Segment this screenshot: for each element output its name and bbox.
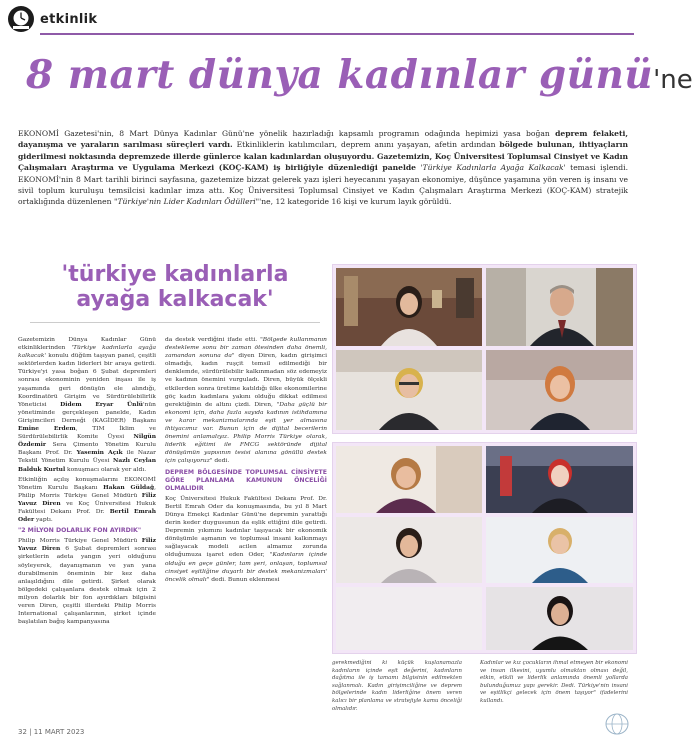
headline-main: 8 mart dünya kadınlar günü [26,52,654,98]
subheadline-line2: ayağa kalkacak' [76,287,274,312]
clock-logo-icon [8,6,34,32]
globe-icon [604,712,630,736]
photo-collage-top [332,264,637,434]
participant-photo [336,446,482,513]
subheadline [30,262,320,312]
column2-highlight: DEPREM BÖLGESİNDE TOPLUMSAL CİNSİYETE GÖRE PLANLAMA KAMUNUN ÖNCELİĞİ OLMALIDIR [165,468,327,492]
article-column-3: gerekmediğini ki küçük kuşlanamazla kadınların içinde eşit değerini, kadınların dağıtma ile iş tamamı bilgisinin edilmekten sağlanmalı. Kadın girişimciliğine ve deprem bölgelerinde kadın liderliğine önem veren kalıcı bir planlama ve stratejiyle kamu önceliği olmalıdır. [332,660,462,712]
article-column-1: Gazetemizin Dünya Kadınlar Günü etkinliklerinden 'Türkiye kadınlarla ayağa kalkacak' konulu düğüm taşıyan panel, çeşitli sektörlerden kadın liderleri bir araya getirdi. Türkiye'yi yasa boğan 6 Şubat depremleri sonrası ekonominin yeniden inşası ile iş yaşamında geri dönüşün ele alındığı, Koordinatörü Girişim ve Sürdürülebilirlik Yöneticisi Didem Eryar Ünlü'nün yönetiminde gerçekleşen panelde, Kadın Girişimcileri Derneği (KAGİDER) Başkanı Emine Erdem, TIM İklim ve Sürdürülebilirlik Komite Üyesi Nilgün Özdemir Sera Çimento Yönetim Kurulu Başkanı Prof. Dr. Yasemin Açık ile Nazar Tekstil Yönetim Kurulu Üyesi Nazlı Ceylan Balduk Kurtul konuşmacı olarak yer aldı. Etkinliğin açılış konuşmalarını EKONOMİ Yönetim Kurulu Başkanı Hakan Güldağ, Philip Morris Türkiye Genel Müdürü Filiz Yavuz Diren ve Koç Üniversitesi Hukuk Fakültesi Dekanı Prof. Dr. Bertil Emrah Oder yaptı. "2 MİLYON DOLARLIK FON AYIRDIK" Philip Morris Türkiye Genel Müdürü Filiz Yavuz Diren 6 Şubat depremleri sonrası şirketlerin adeta yangın yeri olduğunu söyleyerek, dayanışmanın ve yan yana durabilmenin öneminin bir kez daha anlaşıldığını dile getirdi. Şirket olarak bölgedeki çalışanlara destek olmak için 2 milyon dolarlık bir fon ayırdıkları bilgisini veren Diren, çeşitli illerdeki Philip Morris International çalışanlarının, şirket içinde başlatılan bağış kampanyasına [18,337,156,626]
participant-photo [486,517,633,583]
intro-paragraph: EKONOMİ Gazetesi'nin, 8 Mart Dünya Kadınlar Günü'ne yönelik hazırladığı kapsamlı programın odağında hepimizi yasa boğan deprem felaketi, dayanışma ve yaraların sarılması süreçleri vardı. Etkinliklerin katılımcıları, deprem anını yaşayan, afetin ardından bölgede bulunan, ihtiyaçların giderilmesi noktasında depremzede illerde günlerce kalan kadınlardan oluşuyordu. Gazetemizin, Koç Üniversitesi Toplumsal Cinsiyet ve Kadın Çalışmaları Araştırma ve Uygulama Merkezi (KOÇ-KAM) iş birliğiyle düzenlediği panelde 'Türkiye Kadınlarla Ayağa Kalkacak' temasi işlendi. EKONOMİ'nin 8 Mart tarihli birinci sayfasına, gazetemize bizzat gelerek yazı işleri heyecanını yaşayan ekonomiye, düşünce yaşamına yön veren iş insanı ve sivil toplum kuruluşu temsilcisi kadınlar imza attı. Koç Üniversitesi Toplumsal Cinsiyet ve Kadın Çalışmaları Araştırma Merkezi (KOÇ-KAM) stratejik ortaklığında düzenlenen "Türkiye'nin Lider Kadınları Ödülleri"'ne, 12 kategoride 16 kişi ve kurum layık görüldü. [18,129,629,207]
article-column-2: da destek verdiğini ifade etti. "Bölgede kullanmanın destekleme sonu bir zaman ötesinden daha önemli, zamandan sonuna da" diyen Diren, kadın girişimci olmadığı, kadın ruşçit temsil edilmediği bir denklemde, sürdürülebilir kalkınmadan söz edemeyiz ve kadının önemini vurguladı. Diren, büyük ölçekli etkilerden sonra üretime katıldığı ülke ekonomilerine göç kadın kadınlara yakını olduğu dikkat edilmesi gerektiğinin de altını çizdi. Diren, "Daha güçlü bir ekonomi için, daha fazla sayıda kadının istihdamına ve karar mekanizmalarında eşit yer almasına ihtiyacımız var. Bunun için de dijital becerilerin önemini anlamalıyız. Philip Morris Türkiye olarak, liderlik eğitimi ile FMCG sektöründe dijital dönüşümün yapısının tesisi alanına gönüllü destek için çalışıyoruz" dedi. DEPREM BÖLGESİNDE TOPLUMSAL CİNSİYETE GÖRE PLANLAMA KAMUNUN ÖNCELİĞİ OLMALIDIR Koç Üniversitesi Hukuk Fakültesi Dekanı Prof. Dr. Bertil Emrah Oder da konuşmasında, bu yıl 8 Mart Dünya Emekçi Kadınlar Günü'ne depremin yarattığı derin keder duygusunun da eşlik ettiğini dile getirdi. Depremin yıkımını kadınlar taşıyacak bir ekonomik dönüşümle aşmanın ve toplumsal insani kalkınmayı sağlayacak modeli acilen almamız zorunda olduğumuza işaret eden Oder, "Kadınların içinde olduğu en geçe günler, tam şeri, onlaşan, toplumsal cinsiyet eşitliğine duyarlı bir destek mekanizmaları' öncelik olmalı" dedi. Bunun eklenmesi [165,337,327,583]
section-label: etkinlik [40,12,98,27]
photo-collage-bottom [332,442,637,654]
participant-photo [336,587,482,650]
participant-photo [336,517,482,583]
panelist-photo [486,268,633,346]
column1-highlight: "2 MİLYON DOLARLIK FON AYIRDIK" [18,527,142,535]
panelist-photo [336,350,482,430]
panelist-photo [336,268,482,346]
page-number: 32 | 11 MART 2023 [18,728,85,736]
panelist-photo [486,350,633,430]
participant-photo [486,587,633,650]
subheadline-line1: 'türkiye kadınlarla [61,262,289,287]
subhead-rule [30,322,320,323]
header-rule [40,33,634,35]
article-column-4: Kadınlar ve kız çocukların ihmal etmeyen bir ekonomi ve insan ilkesini, uyumlu olmaktan olması değil, etkin, etkili ve liderlik anlamında önemli yollarda bulunduğumuz yapı gerekir. Dedi. Türkiye'nin insani ve eşitlikçi gelecek için önem taşıyor" ifadelerini kullandı. [480,660,628,704]
headline-suffix: 'ne [653,65,693,95]
participant-photo [486,446,633,513]
headline [26,52,693,114]
